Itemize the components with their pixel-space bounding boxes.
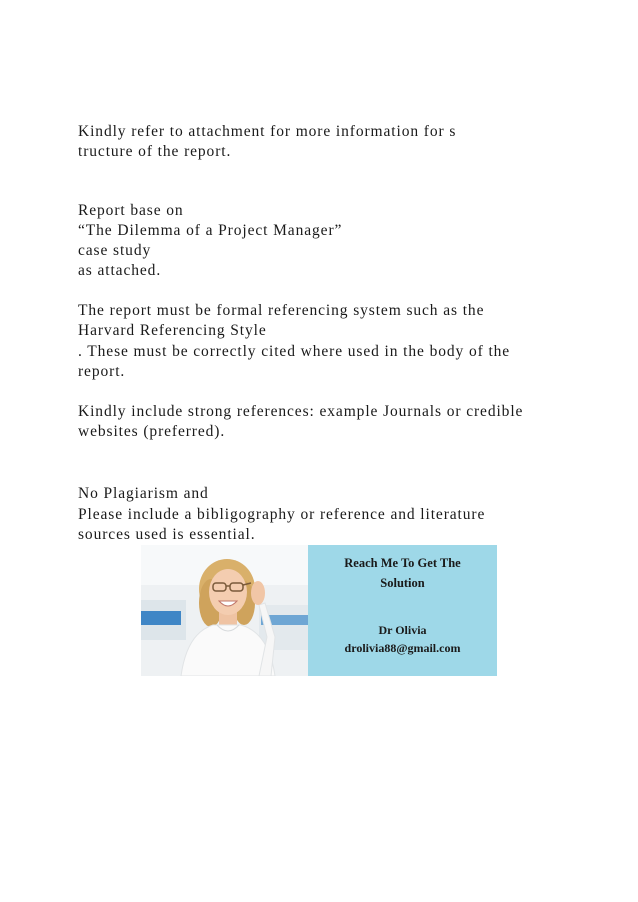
body-text-line: Please include a bibligography or reference and literature [78,506,486,523]
body-text-line: tructure of the report. [78,143,232,160]
body-text-line: sources used is essential. [78,526,256,543]
body-text-line: Kindly include strong references: example Journals or credible [78,403,524,420]
body-text-line: The report must be formal referencing system such as the [78,302,485,319]
banner-headline-2: Solution [380,576,425,590]
body-text-line: No Plagiarism and [78,485,209,502]
contact-email[interactable]: drolivia88@gmail.com [344,641,461,655]
body-text-line: case study [78,242,152,259]
banner-headline: Reach Me To Get The [344,556,461,570]
body-text-line: . These must be correctly cited where used in the body of the [78,343,511,360]
contact-name: Dr Olivia [378,623,427,637]
body-text-line: Harvard Referencing Style [78,322,267,339]
body-text-line: websites (preferred). [78,423,226,440]
case-study-title: “The Dilemma of a Project Manager” [78,222,343,239]
woman-photo [141,545,308,676]
contact-panel [308,545,497,676]
body-text-line: Report base on [78,202,184,219]
body-text-line: Kindly refer to attachment for more information for s [78,123,457,140]
body-text-line: report. [78,363,126,380]
contact-banner [141,545,497,676]
body-text-line: as attached. [78,262,162,279]
